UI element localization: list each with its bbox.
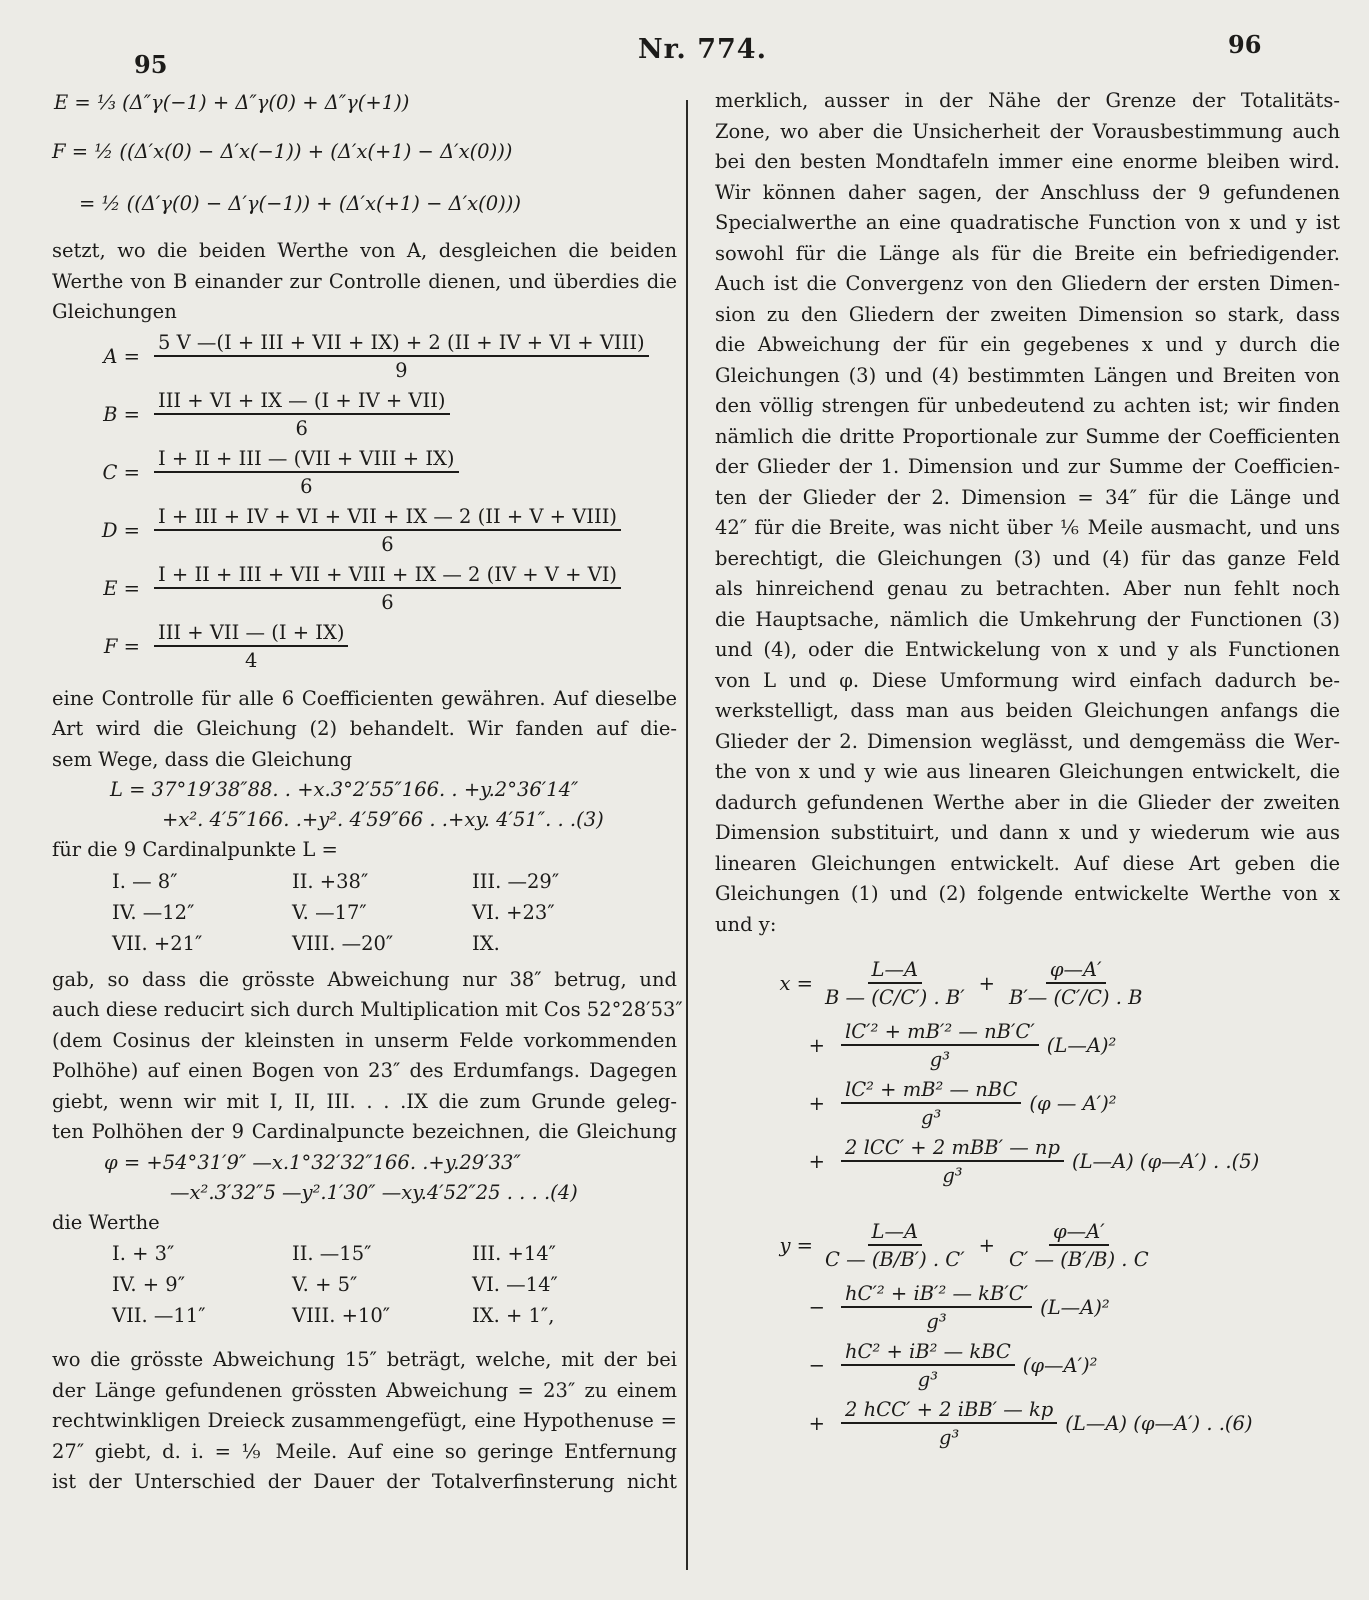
text-line: nämlich die dritte Proportionale zur Summe der Coefficienten [715,424,1340,448]
fraction [841,1282,1032,1333]
table-cell: I. — 8″ [112,869,178,893]
text-line: die Hauptsache, nämlich die Umkehrung der Functionen (3) [715,607,1340,631]
text-line: als hinreichend genau zu betrachten. Aber nun fehlt noch [715,577,1340,600]
right-column [715,86,1340,1452]
fraction [825,958,965,1009]
paragraph-4 [52,1345,677,1498]
denominator: g³ [921,1105,942,1129]
text-line: der Länge gefundenen grössten Abweichung = 23″ zu einem [52,1378,677,1402]
table-cell: I. + 3″ [112,1242,175,1265]
equation-y-row-4 [715,1394,1340,1452]
denominator: 6 [381,591,394,614]
paragraph-3 [52,965,683,1148]
denominator: C — (B/B′) . C′ [825,1247,965,1271]
numerator: I + II + III — (VII + VIII + IX) [154,447,459,473]
fraction [154,563,621,614]
text-line: gab, so dass die grösste Abweichung nur 38″ betrug, und [52,967,677,991]
text-line: Gleichungen [52,300,177,323]
paragraph-right [715,86,1340,940]
equation-lhs: A = [103,345,140,368]
text-line: rechtwinkligen Dreieck zusammengefügt, eine Hypothenuse = [52,1409,677,1432]
plus-sign: + [808,1411,825,1435]
equation-lhs: x = [779,971,813,995]
numerator: hC² + iB² — kBC [841,1340,1015,1366]
text-line: Dimension substituirt, und dann x und y wiederum wie aus [715,821,1340,844]
text-line: ist der Unterschied der Dauer der Totalverfinsterung nicht [52,1470,677,1493]
text-line: Art wird die Gleichung (2) behandelt. Wir fanden auf die- [52,717,677,740]
equation-E: E = ⅓ (Δ″γ(−1) + Δ″γ(0) + Δ″γ(+1)) [54,91,410,114]
text-line: Specialwerthe an eine quadratische Function von x und y ist [715,211,1340,234]
term-factor: (L—A)² [1040,1295,1110,1319]
table-cell: VIII. —20″ [292,931,394,955]
text-line: berechtigt, die Gleichungen (3) und (4) für das ganze Feld [715,546,1340,570]
denominator: 9 [395,359,408,382]
numerator: 2 lCC′ + 2 mBB′ — np [841,1136,1064,1162]
equation-x-row-4 [715,1132,1340,1190]
equation-y [715,1212,1340,1452]
table-cell: VI. +23″ [472,900,555,924]
text-line: ten Polhöhen der 9 Cardinalpuncte bezeichnen, die Gleichung [52,1120,677,1143]
left-column [52,80,683,1498]
minus-sign: − [808,1295,825,1319]
equation-phi-1: φ = +54°31′9″ —x.1°32′32″166. .+y.29′33″ [104,1150,521,1174]
fraction [154,389,450,440]
table-cell: III. +14″ [472,1242,556,1265]
equation-lhs: B = [103,403,140,426]
equation-y-row-1 [715,1212,1340,1278]
text-line: Wir können daher sagen, der Anschluss der 9 gefundenen [715,180,1340,204]
term-factor: (L—A) (φ—A′) . .(5) [1071,1149,1260,1173]
table-cell: VI. —14″ [472,1273,558,1296]
plus-sign: + [978,1233,995,1257]
text-line: und (4), oder die Entwickelung von x und y als Functionen [715,638,1340,661]
equation-x-row-1 [715,950,1340,1016]
fraction [154,447,459,498]
denominator: 6 [381,533,394,556]
text-line: 42″ für die Breite, was nicht über ⅙ Meile ausmacht, und uns [715,516,1340,539]
equation-lhs: C = [102,461,140,484]
numerator: lC′² + mB′² — nB′C′ [841,1020,1039,1046]
denominator: g³ [942,1163,963,1187]
equation-lhs: y = [779,1233,813,1257]
table-cell: IV. —12″ [112,900,195,924]
text-line: Polhöhe) auf einen Bogen von 23″ des Erdumfangs. Dagegen [52,1059,677,1082]
text-line: (dem Cosinus der kleinsten in unserm Felde vorkommenden [52,1028,677,1052]
equation-F-coef [52,618,677,676]
denominator: 6 [295,417,308,440]
equation-L-1: L = 37°19′38″88. . +x.3°2′55″166. . +y.2°36′14″ [110,778,579,801]
coefficient-equations [52,328,677,676]
numerator: I + II + III + VII + VIII + IX — 2 (IV + V + VI) [154,563,621,589]
table-cell: VII. —11″ [112,1304,206,1327]
equation-F-1: F = ½ ((Δ′x(0) − Δ′x(−1)) + (Δ′x(+1) − Δ′x(0))) [52,140,513,163]
text-line: und y: [715,912,777,936]
table-cell: IV. + 9″ [112,1273,186,1296]
text-line: merklich, ausser in der Nähe der Grenze der Totalitäts- [715,89,1340,112]
text-line: Auch ist die Convergenz von den Gliedern der ersten Dimen- [715,272,1340,295]
numerator: hC′² + iB′² — kB′C′ [841,1282,1032,1308]
text-line: Gleichungen (3) und (4) bestimmten Längen und Breiten von [715,363,1340,387]
equation-lhs: D = [101,519,140,542]
text-line: ten der Glieder der 2. Dimension = 34″ für die Länge und [715,485,1340,509]
table-cell: IX. [472,931,500,955]
equation-E-coef [52,560,677,618]
table-cell: II. —15″ [292,1242,372,1265]
cardinal-intro: für die 9 Cardinalpunkte L = [52,838,338,861]
equation-A [52,328,677,386]
denominator: 6 [300,475,313,498]
equation-x-row-3 [715,1074,1340,1132]
text-line: giebt, wenn wir mit I, II, III. . . .IX die zum Grunde geleg- [52,1089,677,1113]
numerator: 2 hCC′ + 2 iBB′ — kp [841,1398,1057,1424]
fraction [1009,958,1142,1009]
text-line: 27″ giebt, d. i. = ⅑ Meile. Auf eine so geringe Entfernung [52,1439,677,1463]
fraction [154,331,649,382]
table-cell: III. —29″ [472,869,560,893]
equation-lhs: F = [103,635,140,658]
text-line: sion zu den Gliedern der zweiten Dimension so stark, dass [715,302,1340,326]
plus-sign: + [808,1091,825,1115]
minus-sign: − [808,1353,825,1377]
text-line: linearen Gleichungen entwickelt. Auf diese Art geben die [715,851,1340,875]
fraction [825,1220,965,1271]
denominator: g³ [938,1425,960,1449]
equation-D [52,502,677,560]
text-line: von L und φ. Diese Umformung wird einfach dadurch be- [715,668,1340,692]
term-factor: (φ—A′)² [1022,1353,1098,1377]
table-cell: II. +38″ [292,869,369,893]
table-cell: VIII. +10″ [292,1304,391,1327]
equation-lhs: E = [103,577,140,600]
page-number-right: 96 [1228,30,1262,59]
text-line: setzt, wo die beiden Werthe von A, desgleichen die beiden [52,239,677,262]
numerator: φ—A′ [1046,958,1106,984]
fraction [841,1078,1021,1129]
fraction [841,1136,1064,1187]
plus-sign: + [808,1149,825,1173]
fraction [1009,1220,1149,1271]
denominator: B — (C/C′) . B′ [825,985,965,1009]
term-factor: (L—A)² [1046,1033,1117,1057]
equation-phi-2: —x².3′32″5 —y².1′30″ —xy.4′52″25 . . . .(4) [170,1180,578,1204]
equation-L-2: +x². 4′5″166. .+y². 4′59″66 . .+xy. 4′51″. . .(3) [162,808,604,831]
text-line: Werthe von B einander zur Controlle dienen, und überdies die [52,269,677,293]
denominator: g³ [926,1309,947,1333]
numerator: III + VII — (I + IX) [154,621,348,647]
equation-y-row-2 [715,1278,1340,1336]
fraction [841,1340,1015,1391]
text-line: Zone, wo aber die Unsicherheit der Vorausbestimmung auch [715,119,1340,143]
fraction [841,1020,1039,1071]
numerator: III + VI + IX — (I + IV + VII) [154,389,450,415]
text-line: bei den besten Mondtafeln immer eine enorme bleiben wird. [715,150,1340,173]
text-line: die Abweichung der für ein gegebenes x und y durch die [715,333,1340,356]
text-line: dadurch gefundenen Werthe aber in die Glieder der zweiten [715,790,1340,814]
numerator: 5 V —(I + III + VII + IX) + 2 (II + IV + VI + VIII) [154,331,649,357]
text-line: sem Wege, dass die Gleichung [52,747,353,771]
numerator: φ—A′ [1049,1220,1109,1246]
text-line: den völlig strengen für unbedeutend zu achten ist; wir finden [715,394,1340,417]
equation-B [52,386,677,444]
text-line: werkstelligt, dass man aus beiden Gleichungen anfangs die [715,699,1340,722]
equation-x-row-2 [715,1016,1340,1074]
table-latitude-deviations [112,1238,677,1331]
numerator: L—A [868,1220,923,1246]
plus-sign: + [808,1033,825,1057]
denominator: 4 [245,649,258,672]
fraction [154,621,348,672]
text-line: eine Controlle für alle 6 Coefficienten gewähren. Auf dieselbe [52,686,677,710]
text-line: sowohl für die Länge als für die Breite ein befriedigender. [715,241,1340,265]
denominator: C′ — (B′/B) . C [1008,1247,1149,1271]
fraction [154,505,621,556]
plus-sign: + [978,971,995,995]
page-title: Nr. 774. [638,34,767,65]
text-line: wo die grösste Abweichung 15″ beträgt, welche, mit der bei [52,1348,677,1371]
table-longitude-deviations [112,866,677,959]
denominator: g³ [929,1047,951,1071]
equation-x [715,950,1340,1190]
numerator: lC² + mB² — nBC [841,1078,1021,1104]
text-line: auch diese reducirt sich durch Multiplication mit Cos 52°28′53″ [52,998,683,1021]
term-factor: (L—A) (φ—A′) . .(6) [1065,1411,1253,1435]
denominator: g³ [917,1367,939,1391]
werthe-label: die Werthe [52,1210,160,1234]
numerator: L—A [868,958,923,984]
table-cell: IX. + 1″, [472,1304,555,1327]
table-cell: VII. +21″ [112,931,203,955]
text-line: Glieder der 2. Dimension weglässt, und demgemäss die Wer- [715,729,1340,753]
text-line: the von x und y wie aus linearen Gleichungen entwickelt, die [715,760,1340,783]
equation-F-2: = ½ ((Δ′γ(0) − Δ′γ(−1)) + (Δ′x(+1) − Δ′x(0))) [79,192,521,215]
table-cell: V. —17″ [292,900,367,924]
fraction [841,1398,1057,1449]
denominator: B′— (C′/C) . B [1008,985,1143,1009]
equation-y-row-3 [715,1336,1340,1394]
paragraph-1 [52,236,677,328]
column-divider [686,100,688,1570]
table-cell: V. + 5″ [292,1273,358,1296]
numerator: I + III + IV + VI + VII + IX — 2 (II + V + VIII) [154,505,621,531]
equation-C [52,444,677,502]
term-factor: (φ — A′)² [1029,1091,1117,1115]
text-line: der Glieder der 1. Dimension und zur Summe der Coefficien- [715,455,1340,478]
paragraph-2 [52,684,677,776]
text-line: Gleichungen (1) und (2) folgende entwickelte Werthe von x [715,882,1340,905]
page-number-left: 95 [134,50,168,79]
